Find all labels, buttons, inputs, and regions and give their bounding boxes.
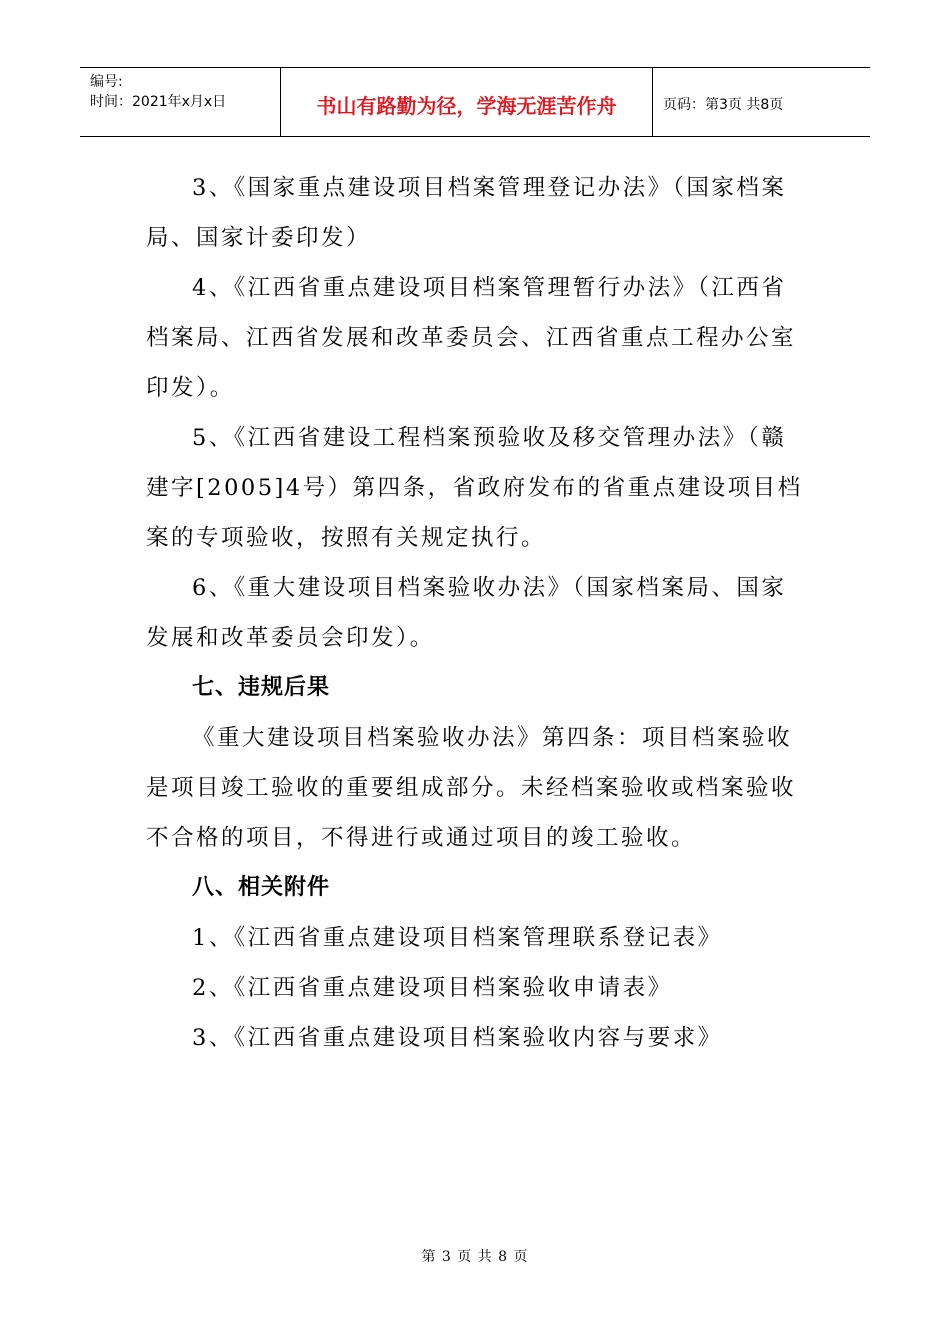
header-motto: 书山有路勤为径，学海无涯苦作舟 xyxy=(281,68,653,136)
paragraph-item-4: 4、《江西省重点建设项目档案管理暂行办法》（江西省档案局、江西省发展和改革委员会、江西省重点工程办公室印发）。 xyxy=(146,275,797,401)
paragraph-item-6: 6、《重大建设项目档案验收办法》（国家档案局、国家发展和改革委员会印发）。 xyxy=(146,575,787,651)
document-date: 时间：2021年x月x日 xyxy=(90,94,227,110)
paragraph-item-3: 3、《国家重点建设项目档案管理登记办法》（国家档案局、国家计委印发） xyxy=(146,175,787,251)
page-header xyxy=(80,67,870,137)
paragraph-item-5: 5、《江西省建设工程档案预验收及移交管理办法》（赣建字[2005]4号）第四条，省政府发布的省重点建设项目档案的专项验收，按照有关规定执行。 xyxy=(146,425,803,551)
header-meta xyxy=(80,68,281,136)
document-body xyxy=(146,163,808,1063)
page-footer: 第 3 页 共 8 页 xyxy=(421,1249,529,1265)
section-heading-consequences: 七、违规后果 xyxy=(192,675,331,700)
attachment-item-2: 2、《江西省重点建设项目档案验收申请表》 xyxy=(192,975,673,1001)
paragraph-consequences: 《重大建设项目档案验收办法》第四条：项目档案验收是项目竣工验收的重要组成部分。未经档案验收或档案验收不合格的项目，不得进行或通过项目的竣工验收。 xyxy=(146,725,797,851)
attachment-item-1: 1、《江西省重点建设项目档案管理联系登记表》 xyxy=(192,925,723,951)
section-heading-attachments: 八、相关附件 xyxy=(192,875,331,900)
header-page-info: 页码：第3页 共8页 xyxy=(663,97,784,113)
attachment-item-3: 3、《江西省重点建设项目档案验收内容与要求》 xyxy=(192,1025,723,1051)
document-number-label: 编号: xyxy=(90,74,123,90)
